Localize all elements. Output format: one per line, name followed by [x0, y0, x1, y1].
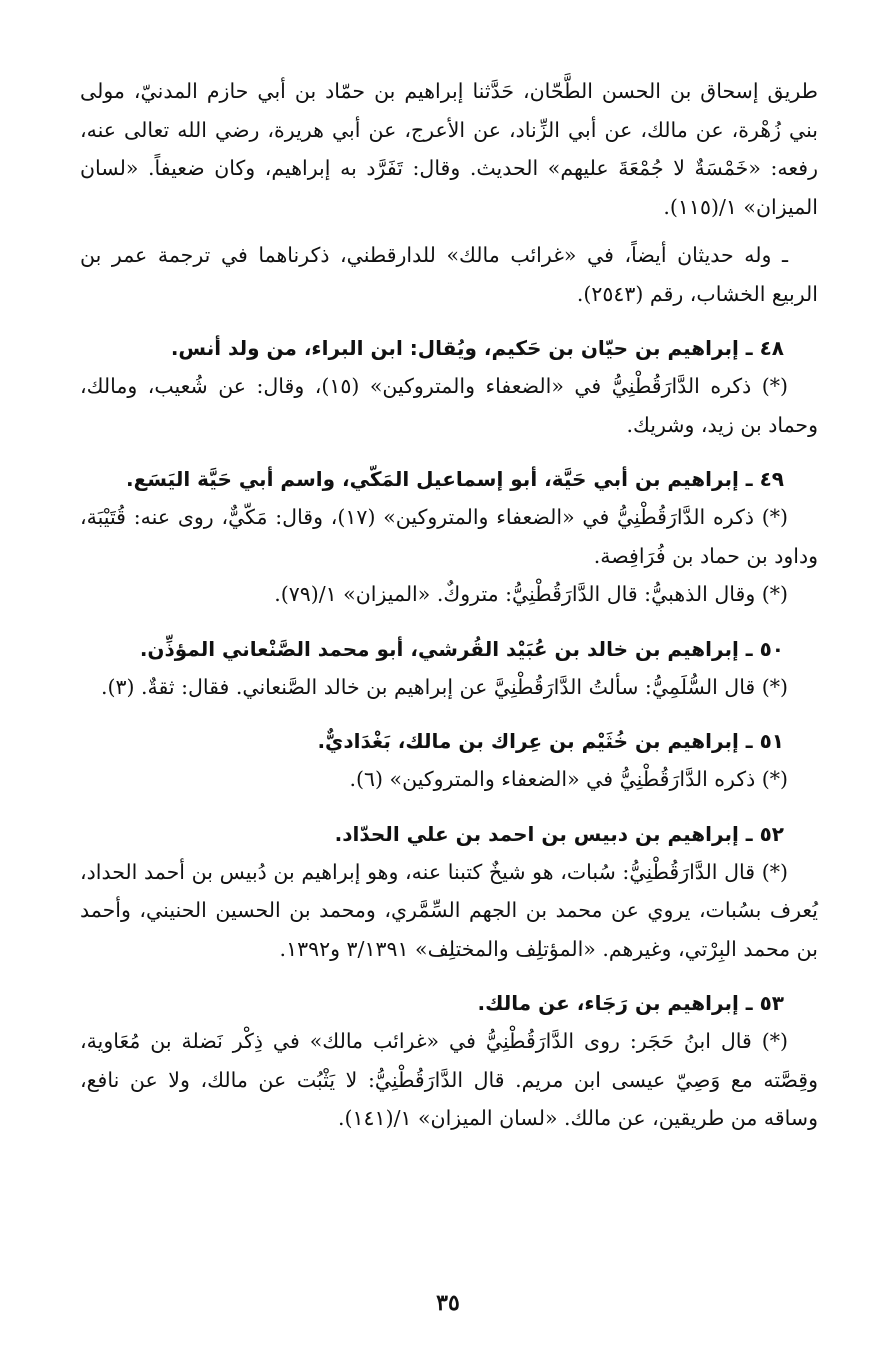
- entry-heading-52: ٥٢ ـ إبراهيم بن دبيس بن احمد بن علي الحدّاد.: [334, 821, 784, 846]
- entry-body-53: (*) قال ابنُ حَجَر: روى الدَّارَقُطْنِيُّ في «غرائب مالك» في ذِكْر نَضلة بن مُعَاوية، وقِصَّته مع وَصِيّ عيسى ابن مريم. قال الدَّارَقُطْنِيُّ: لا يَثْبُت عن مالك، ولا عن نافع، وساقه من طريقين، عن مالك. «لسان الميزان» ١/(١٤١).: [80, 1029, 818, 1130]
- entry-heading-48: ٤٨ ـ إبراهيم بن حيّان بن حَكيم، ويُقال: ابن البراء، من ولد أنس.: [170, 336, 784, 360]
- entry-body-52: (*) قال الدَّارَقُطْنِيُّ: سُبات، هو شيخٌ كتبنا عنه، وهو إبراهيم بن دُبيس بن أحمد الحداد، يُعرف بسُبات، يروي عن محمد بن الجهم السِّمَّري، ومحمد بن الحسين الحنيني، وأحمد بن محمد البِرْتي، وغيرهم. «المؤتلِف والمختلِف» ٣/١٣٩١ و١٣٩٢.: [80, 859, 818, 961]
- entry-body-51: (*) ذكره الدَّارَقُطْنِيُّ في «الضعفاء والمتروكين» (٦).: [349, 767, 788, 791]
- entry-heading-50: ٥٠ ـ إبراهيم بن خالد بن عُبَيْد القُرشي، أبو محمد الصَّنْعاني المؤذِّن.: [139, 636, 784, 661]
- entry-body-49-dhahabi: (*) وقال الذهبيُّ: قال الدَّارَقُطْنِيُّ: متروكٌ. «الميزان» ١/(٧٩).: [274, 582, 788, 606]
- entry-body-48: (*) ذكره الدَّارَقُطْنِيُّ في «الضعفاء والمتروكين» (١٥)، وقال: عن شُعيب، ومالك، وحماد بن زيد، وشريك.: [80, 374, 818, 437]
- entry-heading-51: ٥١ ـ إبراهيم بن خُثَيْم بن عِراك بن مالك، بَغْدَاديٌّ.: [317, 729, 784, 753]
- entry-heading-49: ٤٩ ـ إبراهيم بن أبي حَيَّة، أبو إسماعيل المَكّي، واسم أبي حَيَّة اليَسَع.: [126, 467, 784, 491]
- entry-body-50: (*) قال السُّلَمِيُّ: سألتُ الدَّارَقُطْنِيَّ عن إبراهيم بن خالد الصَّنعاني. فقال: ثقةٌ. (٣).: [100, 674, 788, 699]
- paragraph-intro: طريق إسحاق بن الحسن الطَّحّان، حَدَّثنا إبراهيم بن حمّاد بن أبي حازم المدنيّ، مولى بني زُهْرة، عن مالك، عن أبي الزِّناد، عن الأعرج، عن أبي هريرة، رضي الله تعالى عنه، رفعه: «خَمْسَةٌ لا جُمْعَةَ عليهم» الحديث. وقال: تَفَرَّد به إبراهيم، وكان ضعيفاً. «لسان الميزان» ١/(١١٥).: [80, 79, 818, 219]
- paragraph-note-two-hadith: ـ وله حديثان أيضاً، في «غرائب مالك» للدارقطني، ذكرناهما في ترجمة عمر بن الربيع الخشاب، رقم (٢٥٤٣).: [80, 243, 818, 306]
- entry-body-49: (*) ذكره الدَّارَقُطْنِيُّ في «الضعفاء والمتروكين» (١٧)، وقال: مَكّيٌّ، روى عنه: قُتَيْبَة، وداود بن حماد بن فُرَافِصة.: [80, 505, 818, 568]
- page-number: ٣٥: [436, 1290, 460, 1316]
- entry-heading-53: ٥٣ ـ إبراهيم بن رَجَاء، عن مالك.: [477, 991, 784, 1015]
